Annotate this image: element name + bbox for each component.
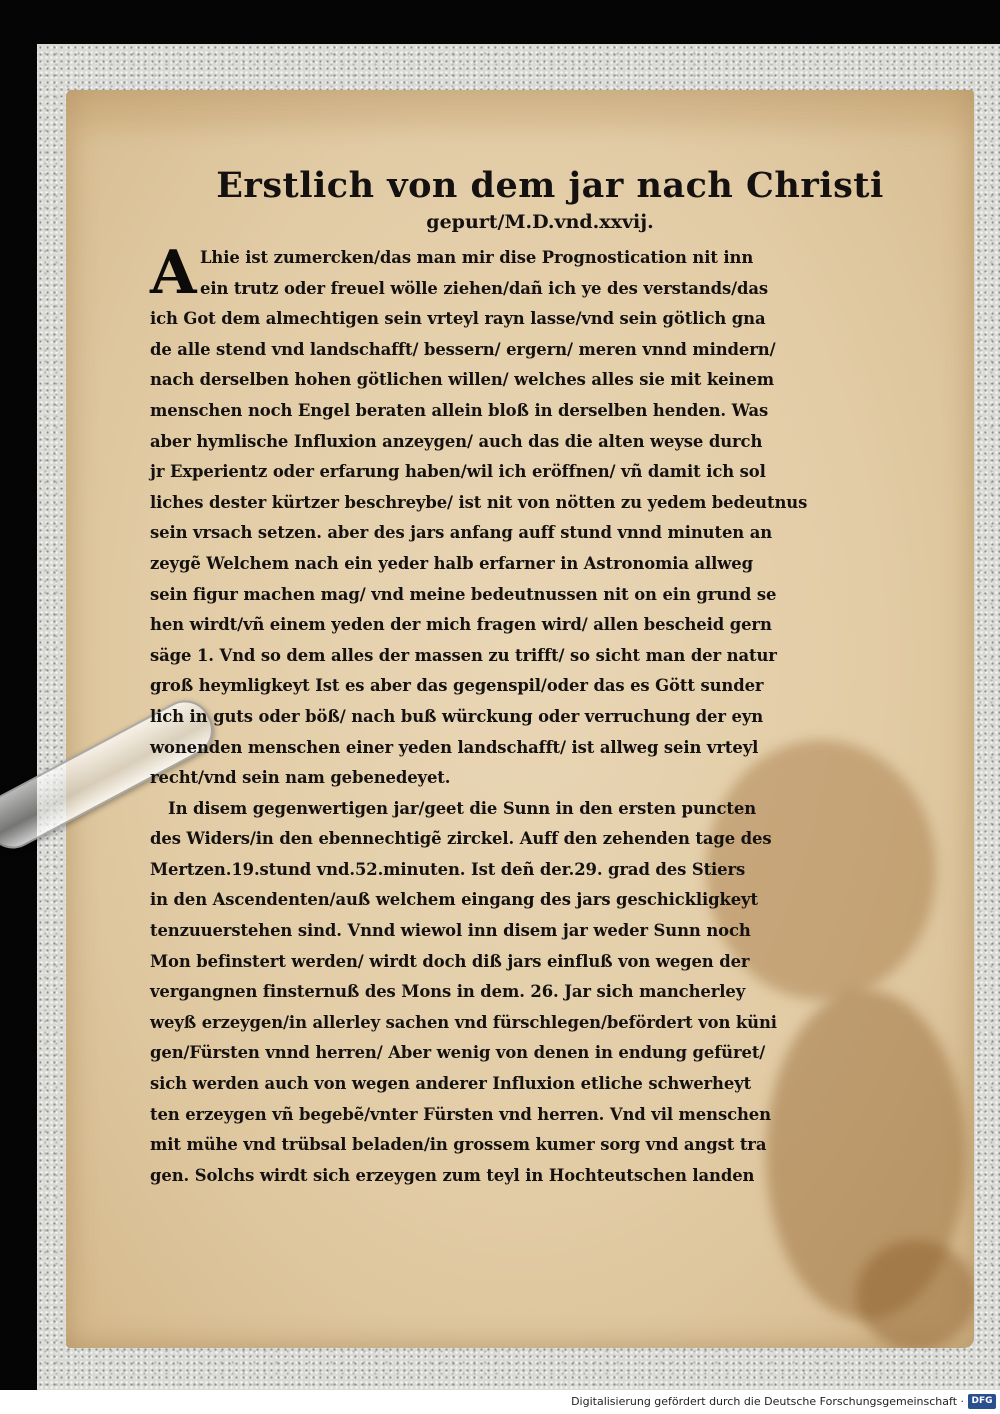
text-line: ich Got dem almechtigen sein vrteyl rayn lasse/vnd sein götlich gna bbox=[150, 309, 766, 329]
water-stain bbox=[856, 1240, 974, 1348]
text-line: groß heymligkeyt Ist es aber das gegenspil/oder das es Gött sunder bbox=[150, 676, 764, 696]
text-line: in den Ascendenten/auß welchem eingang des jars geschickligkeyt bbox=[150, 890, 758, 910]
text-line: tenzuuerstehen sind. Vnnd wiewol inn disem jar weder Sunn noch bbox=[150, 921, 751, 941]
document-text bbox=[150, 165, 910, 1191]
text-line: gen/Fürsten vnnd herren/ Aber wenig von denen in endung gefüret/ bbox=[150, 1043, 766, 1063]
text-line: säge 1. Vnd so dem alles der massen zu trifft/ so sicht man der natur bbox=[150, 645, 777, 665]
text-line: lich in guts oder böß/ nach buß würckung oder verruchung der eyn bbox=[150, 706, 764, 726]
text-line: recht/vnd sein nam gebenedeyet. bbox=[150, 768, 451, 788]
text-line: ein trutz oder freuel wölle ziehen/dañ ich ye des verstands/das bbox=[200, 278, 769, 298]
footer-bar bbox=[0, 1390, 1000, 1414]
paragraph-1 bbox=[150, 238, 910, 794]
text-line: sein vrsach setzen. aber des jars anfang auff stund vnnd minuten an bbox=[150, 523, 773, 543]
text-line: menschen noch Engel beraten allein bloß in derselben henden. Was bbox=[150, 400, 769, 420]
text-line: Mon befinstert werden/ wirdt doch diß jars einfluß von wegen der bbox=[150, 951, 750, 971]
text-line: sein figur machen mag/ vnd meine bedeutnussen nit on ein grund se bbox=[150, 584, 777, 604]
text-line: weyß erzeygen/in allerley sachen vnd fürschlegen/befördert von küni bbox=[150, 1012, 777, 1032]
text-line: sich werden auch von wegen anderer Influxion etliche schwerheyt bbox=[150, 1074, 752, 1094]
text-line: hen wirdt/vñ einem yeden der mich fragen wird/ allen bescheid gern bbox=[150, 615, 772, 635]
text-line: jr Experientz oder erfarung haben/wil ich eröffnen/ vñ damit ich sol bbox=[150, 462, 766, 482]
text-line: mit mühe vnd trübsal beladen/in grossem kumer sorg vnd angst tra bbox=[150, 1135, 767, 1155]
text-line: gen. Solchs wirdt sich erzeygen zum teyl in Hochteutschen landen bbox=[150, 1165, 755, 1185]
funding-credit: Digitalisierung gefördert durch die Deutsche Forschungsgemeinschaft · bbox=[571, 1395, 964, 1408]
top-edge-discoloration bbox=[66, 90, 974, 130]
decorated-initial: A bbox=[150, 238, 197, 308]
dfg-logo: DFG bbox=[968, 1394, 996, 1409]
text-line: liches dester kürtzer beschreybe/ ist nit von nötten zu yedem bedeutnus bbox=[150, 492, 808, 512]
text-line: nach derselben hohen götlichen willen/ welches alles sie mit keinem bbox=[150, 370, 774, 390]
text-line: In disem gegenwertigen jar/geet die Sunn in den ersten puncten bbox=[168, 798, 757, 818]
text-line: vergangnen finsternuß des Mons in dem. 26. Jar sich mancherley bbox=[150, 982, 746, 1002]
page-subtitle: gepurt/M.D.vnd.xxvij. bbox=[426, 211, 654, 233]
paragraph-2 bbox=[150, 794, 910, 1192]
text-line: zeygẽ Welchem nach ein yeder halb erfarner in Astronomia allweg bbox=[150, 553, 753, 573]
text-line: ten erzeygen vñ begebẽ/vnter Fürsten vnd herren. Vnd vil menschen bbox=[150, 1104, 771, 1124]
text-line: des Widers/in den ebennechtigẽ zirckel. Auff den zehenden tage des bbox=[150, 829, 772, 849]
page-title: Erstlich von dem jar nach Christi bbox=[216, 165, 884, 206]
text-line: aber hymlische Influxion anzeygen/ auch das die alten weyse durch bbox=[150, 431, 763, 451]
text-line: wonenden menschen einer yeden landschafft/ ist allweg sein vrteyl bbox=[150, 737, 759, 757]
text-line: Lhie ist zumercken/das man mir dise Prognostication nit inn bbox=[200, 248, 754, 267]
text-line: de alle stend vnd landschafft/ bessern/ ergern/ meren vnnd mindern/ bbox=[150, 339, 776, 359]
text-line: Mertzen.19.stund vnd.52.minuten. Ist deñ der.29. grad des Stiers bbox=[150, 859, 746, 879]
